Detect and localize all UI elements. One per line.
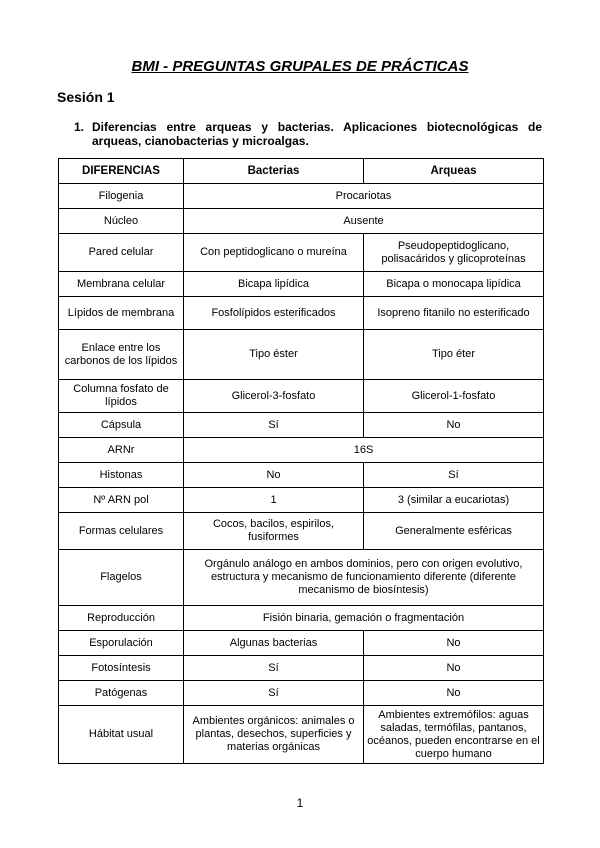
arqueas-cell: Pseudopeptidoglicano, polisacáridos y glicoproteínas	[364, 234, 544, 272]
table-row	[59, 438, 544, 463]
bacterias-cell: Algunas bacterias	[184, 631, 364, 656]
arqueas-cell: Generalmente esféricas	[364, 513, 544, 550]
row-label: Enlace entre los carbonos de los lípidos	[59, 330, 184, 380]
table-row	[59, 234, 544, 272]
bacterias-cell: Cocos, bacilos, espirilos, fusiformes	[184, 513, 364, 550]
row-label: Membrana celular	[59, 272, 184, 297]
arqueas-cell: Isopreno fitanilo no esterificado	[364, 297, 544, 330]
table-row	[59, 488, 544, 513]
bacterias-cell: Fosfolípidos esterificados	[184, 297, 364, 330]
bacterias-cell: No	[184, 463, 364, 488]
row-label: Histonas	[59, 463, 184, 488]
question-number: 1.	[74, 120, 85, 134]
row-label: Patógenas	[59, 681, 184, 706]
differences-table	[58, 158, 544, 764]
row-label: Reproducción	[59, 606, 184, 631]
row-label: Nº ARN pol	[59, 488, 184, 513]
row-label: Cápsula	[59, 413, 184, 438]
table-row	[59, 656, 544, 681]
arqueas-cell: No	[364, 631, 544, 656]
bacterias-cell: Glicerol-3-fosfato	[184, 380, 364, 413]
row-label: Fotosíntesis	[59, 656, 184, 681]
session-heading: Sesión 1	[57, 89, 115, 105]
arqueas-cell: No	[364, 656, 544, 681]
document-title: BMI - PREGUNTAS GRUPALES DE PRÁCTICAS	[131, 58, 469, 75]
shared-value-cell: 16S	[184, 438, 544, 463]
table-row	[59, 272, 544, 297]
table-row	[59, 330, 544, 380]
table-row	[59, 413, 544, 438]
shared-value-cell: Ausente	[184, 209, 544, 234]
table-row	[59, 631, 544, 656]
arqueas-cell: Ambientes extremófilos: aguas saladas, termófilas, pantanos, océanos, pueden encontrarse en el cuerpo humano	[364, 706, 544, 764]
row-label: Hábitat usual	[59, 706, 184, 764]
table-header-row	[59, 159, 544, 184]
bacterias-cell: Sí	[184, 413, 364, 438]
row-label: Núcleo	[59, 209, 184, 234]
question-text: Diferencias entre arqueas y bacterias. Aplicaciones biotecnológicas de arqueas, cianobacterias y microalgas.	[92, 120, 542, 148]
shared-value-cell: Fisión binaria, gemación o fragmentación	[184, 606, 544, 631]
table-row	[59, 706, 544, 764]
shared-value-cell: Orgánulo análogo en ambos dominios, pero con origen evolutivo, estructura y mecanismo de funcionamiento diferente (diferente mecanismo de biosíntesis)	[184, 550, 544, 606]
arqueas-cell: Bicapa o monocapa lipídica	[364, 272, 544, 297]
table-row	[59, 209, 544, 234]
arqueas-cell: Tipo éter	[364, 330, 544, 380]
header-bacterias: Bacterias	[184, 159, 364, 184]
table-row	[59, 380, 544, 413]
header-differences: DIFERENCIAS	[59, 159, 184, 184]
bacterias-cell: Ambientes orgánicos: animales o plantas, desechos, superficies y materias orgánicas	[184, 706, 364, 764]
arqueas-cell: Sí	[364, 463, 544, 488]
arqueas-cell: No	[364, 681, 544, 706]
bacterias-cell: Sí	[184, 681, 364, 706]
bacterias-cell: Sí	[184, 656, 364, 681]
table-row	[59, 681, 544, 706]
bacterias-cell: Tipo éster	[184, 330, 364, 380]
table-row	[59, 184, 544, 209]
bacterias-cell: Bicapa lipídica	[184, 272, 364, 297]
row-label: Formas celulares	[59, 513, 184, 550]
table-row	[59, 606, 544, 631]
row-label: Pared celular	[59, 234, 184, 272]
bacterias-cell: 1	[184, 488, 364, 513]
table-row	[59, 513, 544, 550]
arqueas-cell: No	[364, 413, 544, 438]
header-arqueas: Arqueas	[364, 159, 544, 184]
row-label: Filogenia	[59, 184, 184, 209]
arqueas-cell: 3 (similar a eucariotas)	[364, 488, 544, 513]
page-number: 1	[296, 796, 304, 810]
question-item	[74, 120, 542, 148]
table-row	[59, 297, 544, 330]
bacterias-cell: Con peptidoglicano o mureína	[184, 234, 364, 272]
shared-value-cell: Procariotas	[184, 184, 544, 209]
row-label: Flagelos	[59, 550, 184, 606]
row-label: Lípidos de membrana	[59, 297, 184, 330]
row-label: Columna fosfato de lípidos	[59, 380, 184, 413]
table-row	[59, 463, 544, 488]
arqueas-cell: Glicerol-1-fosfato	[364, 380, 544, 413]
table-row	[59, 550, 544, 606]
row-label: ARNr	[59, 438, 184, 463]
row-label: Esporulación	[59, 631, 184, 656]
